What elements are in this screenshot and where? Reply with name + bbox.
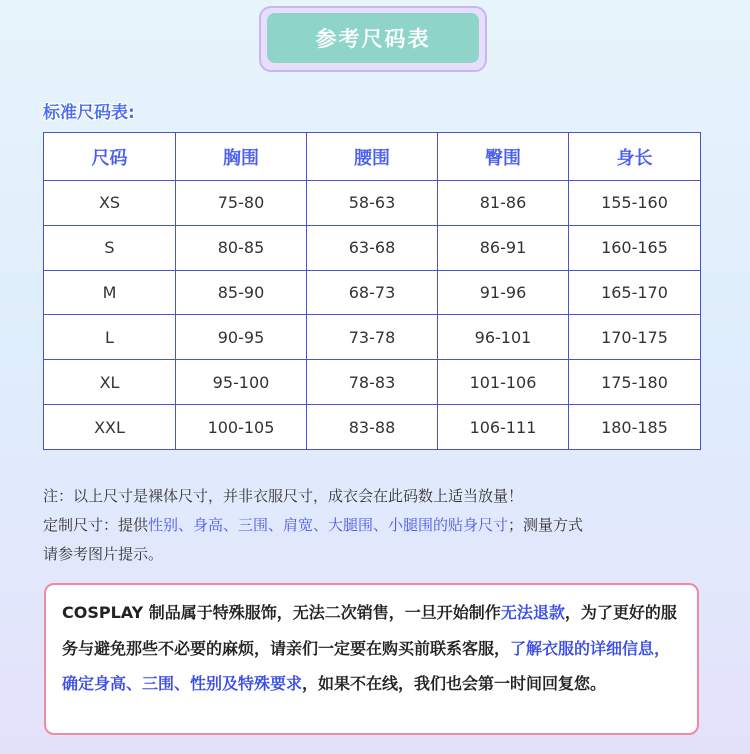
table-cell: 170-175 [569, 315, 701, 360]
table-row [44, 181, 701, 226]
table-cell: L [44, 315, 176, 360]
warning-highlight-2: 了解衣服的详细信息，确定身高、三围、性别及特殊要求 [62, 638, 671, 693]
note-line-2-highlight: 性别、身高、三围、肩宽、大腿围、小腿围的贴身尺寸 [148, 516, 509, 534]
table-cell: 80-85 [176, 225, 307, 270]
table-header-row [44, 133, 701, 181]
page-title: 参考尺码表 [267, 13, 479, 63]
note-line-2-suffix: ；测量方式 [508, 516, 584, 534]
table-cell: 83-88 [307, 405, 438, 450]
table-cell: M [44, 270, 176, 315]
warning-text-3: ，如果不在线，我们也会第一时间回复您。 [302, 674, 607, 693]
table-cell: 81-86 [438, 181, 569, 226]
table-cell: 101-106 [438, 360, 569, 405]
table-row [44, 225, 701, 270]
table-cell: 63-68 [307, 225, 438, 270]
table-cell: 100-105 [176, 405, 307, 450]
section-label: 标准尺码表: [43, 103, 135, 123]
table-cell: S [44, 225, 176, 270]
header-size: 尺码 [44, 133, 176, 181]
table-cell: 78-83 [307, 360, 438, 405]
table-cell: 91-96 [438, 270, 569, 315]
warning-highlight-1: 无法退款 [500, 603, 565, 622]
note-line-1: 注：以上尺寸是裸体尺寸，并非衣服尺寸，成衣会在此码数上适当放量！ [43, 487, 524, 505]
header-hip: 臀围 [438, 133, 569, 181]
table-cell: 75-80 [176, 181, 307, 226]
table-cell: 175-180 [569, 360, 701, 405]
table-cell: 96-101 [438, 315, 569, 360]
table-row [44, 405, 701, 450]
note-line-2 [43, 511, 703, 540]
warning-text-2: ，为了更好的服务与避免那些不必要的麻烦，请亲们一定要在购买前联系客服， [62, 603, 677, 658]
warning-box [44, 583, 699, 735]
header-bust: 胸围 [176, 133, 307, 181]
note-line-2-prefix: 定制尺寸：提供 [43, 516, 149, 534]
notes-block [43, 482, 703, 569]
table-cell: XS [44, 181, 176, 226]
size-table [43, 132, 701, 450]
table-cell: 58-63 [307, 181, 438, 226]
table-cell: 95-100 [176, 360, 307, 405]
table-cell: 68-73 [307, 270, 438, 315]
table-cell: 86-91 [438, 225, 569, 270]
table-cell: 85-90 [176, 270, 307, 315]
table-cell: 155-160 [569, 181, 701, 226]
header-length: 身长 [569, 133, 701, 181]
table-cell: 106-111 [438, 405, 569, 450]
table-cell: 90-95 [176, 315, 307, 360]
warning-text-1: COSPLAY 制品属于特殊服饰，无法二次销售，一旦开始制作 [62, 603, 501, 622]
header-waist: 腰围 [307, 133, 438, 181]
table-cell: 165-170 [569, 270, 701, 315]
table-cell: 160-165 [569, 225, 701, 270]
table-cell: XL [44, 360, 176, 405]
title-banner [259, 6, 487, 72]
table-row [44, 270, 701, 315]
table-row [44, 315, 701, 360]
table-cell: XXL [44, 405, 176, 450]
table-cell: 73-78 [307, 315, 438, 360]
table-row [44, 360, 701, 405]
table-cell: 180-185 [569, 405, 701, 450]
note-line-3: 请参考图片提示。 [43, 545, 164, 563]
